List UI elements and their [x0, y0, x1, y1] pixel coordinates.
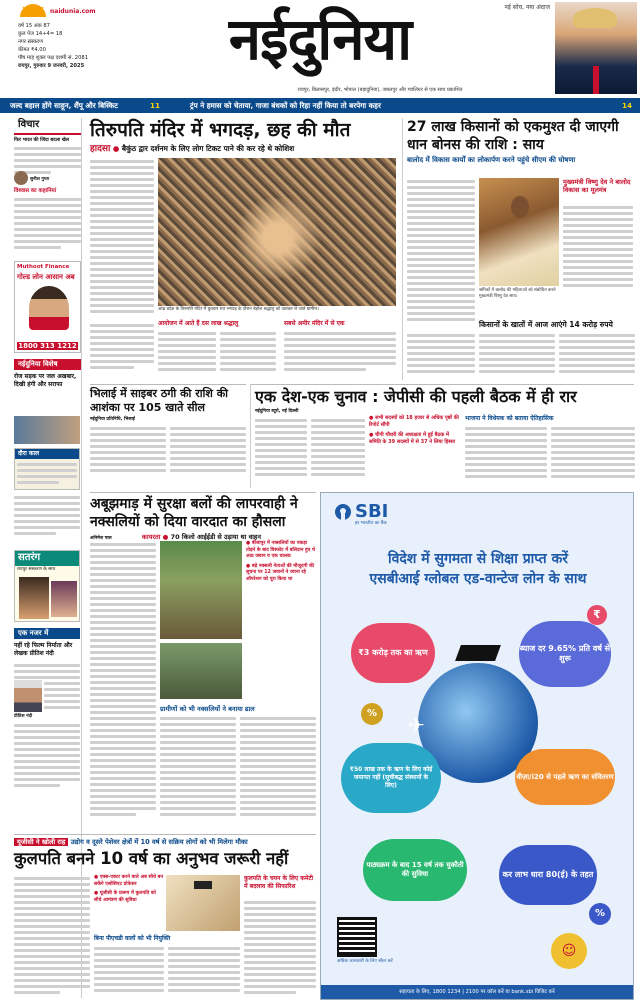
city-strip: रायपुर, बिलासपुर, इंदौर, भोपाल (बड़ादुनिया), जबलपुर और ग्वालियर से एक साथ प्रकाशित [297, 87, 463, 93]
cm-photo-caption: श्रमिकों में बालोद की महिलाओं को संबोधित करते मुख्यमंत्री विष्णु देव साय। [479, 288, 556, 299]
lead-subhead: बैकुंठ द्वार दर्शनम के लिए लोग टिकट पाने की कर रहे थे कोशिश [121, 144, 295, 153]
sbi-keyhole-icon [335, 504, 351, 520]
ticker-right[interactable]: ट्रंप ने हमास को चेताया, गाजा बंधकों को रिहा नहीं किया तो बरपेगा कहर [190, 101, 381, 110]
ticker-left-page: 11 [150, 101, 161, 110]
abujh-story [90, 492, 316, 830]
vc-story [14, 834, 316, 1000]
ticker-bar [0, 98, 640, 113]
edition-info [18, 22, 128, 70]
cyber-story [90, 384, 246, 488]
farmer-story [402, 118, 634, 380]
muthoot-text: गोल्ड लोन आसान अब [17, 273, 75, 282]
abujh-bullet: ● बड़े नक्सली नेताओं की मौजूदगी की सूचना पर 12 जवानों ने रवाना रहे ऑपरेशन को पूरा किया था [246, 563, 315, 582]
sbi-headline1: विदेश में सुगमता से शिक्षा प्राप्त करें [388, 551, 568, 567]
vichar-author: सुनील गुप्ता [30, 177, 49, 183]
vichar-head2: विश्वास का कहानियां [14, 188, 57, 195]
edition-line: रायपुर, गुरुवार 9 जनवरी, 2025 [18, 63, 85, 69]
sbi-bubble-loan: ₹3 करोड़ तक का ऋण [351, 623, 435, 683]
vc-headline[interactable]: कुलपति बनने 10 वर्ष का अनुभव जरूरी नहीं [14, 849, 289, 868]
airplane-icon: ✈ [408, 713, 425, 737]
lead-photo-overlay [218, 198, 338, 278]
masthead [0, 0, 640, 98]
farmer-second-head[interactable]: किसानों के खातों में आज आएंगे 14 करोड़ रुपये [479, 320, 613, 329]
abujh-bullet: ● बीजापुर में नक्सलियों का पकड़ा तोड़ने के बाद विस्फोट में बलिदान हुए थे आठ जवान व एक चालक [246, 541, 316, 559]
sbi-bubble-tax: कर लाभ धारा 80(ई) के तहत [499, 845, 597, 905]
abujh-bullets [246, 541, 316, 583]
vc-kicker: यूजीसी ने खोली राह [14, 838, 68, 846]
cm-photo[interactable] [479, 178, 559, 286]
vc-bullet: ● एक्स-एक्टर करने वाले अब सीधे बन सकेंगे एसोसिएट प्रोफेसर [94, 875, 164, 887]
author-photo [14, 171, 28, 185]
paper-title: नईदुनिया [228, 5, 412, 73]
vc-bullet: ● यूजीसी के प्रारूप में कुलपति को सीधे आमंत्रण की सुविधा [94, 891, 156, 903]
abujh-dateline: अनिमेश पाल [90, 536, 112, 541]
masthead-photo [555, 2, 637, 94]
lead-sub-a: आयोजन में आते हैं दस लाख श्रद्धालु [158, 320, 239, 327]
dawn-box [14, 448, 80, 490]
ek-nazar-header: एक नजर में [14, 628, 80, 639]
vishesh-header: नईदुनिया विशेष [14, 359, 81, 370]
cyber-headline[interactable]: भिलाई में साइबर ठगी की राशि की आशंका पर 105 खाते सील [90, 387, 229, 414]
bullet-dot-icon: ● [162, 533, 169, 541]
rupee-icon: ₹ [587, 605, 607, 625]
lead-photo[interactable] [158, 158, 396, 306]
website[interactable]: naidunia.com [50, 8, 96, 15]
sbi-mascot: ☺ [551, 933, 587, 969]
tagline: नई सोच, नया अंदाज [504, 4, 550, 11]
edition-line: कीमत ₹4.00 [18, 47, 46, 53]
percent-icon: % [361, 703, 383, 725]
edition-line: पौष माह शुक्ल पक्ष दशमी सं. 2081 [18, 55, 89, 61]
cm-head [511, 196, 529, 218]
sbi-footer[interactable]: सहायता के लिए, 1800 1234 | 2100 पर कॉल करें या bank.sbi विजिट करें [321, 985, 633, 999]
satrang-title: सतरंग [15, 551, 79, 566]
sbi-bubble-rate: ब्याज दर 9.65% प्रति वर्ष से शुरू [519, 621, 611, 687]
onenation-bullet: ● सभी सदस्यों को 18 हजार से अधिक पृष्ठों की रिपोर्ट सौंपी [369, 415, 459, 428]
abujh-photo-2[interactable] [160, 643, 242, 699]
satrang-box[interactable] [14, 550, 80, 622]
muthoot-brand: Muthoot Finance [17, 264, 70, 271]
lead-sub-b: सबसे अमीर मंदिर में से एक [284, 320, 345, 327]
sbi-brand: SBI [355, 501, 389, 522]
vc-illustration[interactable] [166, 875, 240, 931]
edition-line: कुल पेज 14+4= 18 [18, 31, 63, 37]
onenation-bullet: ● चीपी चौधरी की अध्यक्षता में हुई बैठक में समिति के 39 सदस्यों में से 37 ने लिया हिस्सा [369, 432, 456, 445]
vichar-intro: फिर भारत की जिंदा बदला खेल [14, 137, 70, 143]
sun-logo-icon [18, 4, 48, 18]
vc-sub-head: बिना पीएचडी वालों को भी नियुक्ति [94, 935, 171, 942]
satrang-sub: रायपुर संस्करण के साथ [17, 566, 56, 572]
onenation-side-head: भाजपा ने विधेयक को बताया ऐतिहासिक [465, 415, 554, 422]
onenation-bullets [369, 415, 461, 446]
ticker-left[interactable]: जल्द बहाल होंगे साहून, शैंपू और बिस्किट [10, 101, 118, 110]
percent-icon: % [589, 903, 611, 925]
hair-shape [573, 8, 617, 28]
abujh-subhead: 70 किलो आईईडी से उड़ाया था वाहन [170, 533, 261, 541]
sbi-headline2: एसबीआई ग्लोबल एड-वान्टेज लोन के साथ [369, 571, 587, 587]
ek-nazar-head: नहीं रहे फिल्म निर्माता और लेखक प्रीतिश नंदी [14, 642, 73, 657]
satrang-photo2 [51, 581, 77, 617]
graduate-cap-icon [194, 881, 212, 889]
abujh-sub-head: ग्रामीणों को भी नक्सलियों ने बनाया ढाल [160, 705, 255, 713]
abujh-kicker: कायरता [141, 533, 161, 541]
lead-story [90, 118, 396, 380]
abujh-photo[interactable] [160, 541, 242, 639]
vc-side-head: कुलपति के चयन के लिए कमेटी में बदलाव की सिफारिश [244, 875, 314, 890]
qr-code[interactable] [337, 917, 377, 957]
sbi-bubble-repay: पाठ्यक्रम के बाद 15 वर्ष तक चुकौती की सुविधा [363, 839, 467, 901]
vichar-header: विचार [14, 118, 81, 135]
edition-line: वर्ष 15 अंक 87 [18, 23, 50, 29]
lead-kicker: हादसा [90, 144, 111, 154]
sbi-bubble-collateral: ₹50 लाख तक के ऋण के लिए कोई जमानत नहीं (सूचीबद्ध संस्थानों के लिए) [341, 743, 441, 813]
vishesh-head: रोज सड़क पर जल अखबार, दिखी हंगी और सराफा [14, 373, 77, 389]
tie-shape [593, 66, 599, 94]
ad-model-photo [29, 286, 69, 330]
vc-strap: उद्योग व दूसरे पेशेवर क्षेत्रों में 10 वर्ष से सक्रिय लोगों को भी मिलेगा मौका [70, 838, 248, 846]
sbi-ad[interactable] [320, 492, 634, 1000]
farmer-headline[interactable]: 27 लाख किसानों को एकमुश्त दी जाएगी धान बोनस की राशि : साय [407, 119, 619, 153]
qr-label: अधिक जानकारी के लिए स्कैन करें [337, 959, 393, 964]
bullet-dot-icon: ● [112, 144, 120, 153]
dawn-title: दौरा काल [15, 449, 79, 459]
sbi-bubble-visa: वीज़ा/i20 से पहले ऋण का संवितरण [515, 749, 615, 805]
vc-bullets [94, 875, 164, 904]
ticker-right-page: 14 [622, 101, 633, 110]
sbi-brand-sub: हर भारतीय का बैंक [355, 521, 387, 526]
cyber-dateline: नईदुनिया प्रतिनिधि, भिलाई [90, 417, 135, 422]
muthoot-phone[interactable]: 1800 313 1212 [18, 341, 77, 350]
vishesh-photo [14, 416, 80, 444]
edition-line: नगर संस्करण [18, 39, 43, 45]
abujh-headline[interactable]: अबूझमाड़ में सुरक्षा बलों की लापरवाही ने नक्सलियों को दिया वारदात का हौसला [90, 496, 298, 530]
one-nation-story [250, 384, 634, 488]
nandi-photo [14, 680, 42, 712]
onenation-dateline: नईदुनिया ब्यूरो, नई दिल्ली [255, 409, 299, 414]
graduation-cap-icon [455, 645, 501, 661]
muthoot-ad[interactable] [14, 261, 81, 353]
farmer-side-head: मुख्यमंत्री विष्णु देव ने बालोद विकास का मूलमंत्र [563, 178, 631, 194]
farmer-subhead: बालोद में विकास कार्यों का लोकार्पण करने पहुंचे सीएम की घोषणा [407, 156, 576, 164]
nandi-name: प्रीतिश नंदी [14, 714, 33, 719]
lead-headline[interactable]: तिरुपति मंदिर में भगदड़, छह की मौत [90, 119, 351, 141]
lead-photo-caption: आंध्र प्रदेश के तिरुपति मंदिर में बुधवार रात भगदड़ के दौरान बेहोश श्रद्धालु को उठाकर ले जाते ग्रामीण। [158, 307, 320, 312]
onenation-headline[interactable]: एक देश-एक चुनाव : जेपीसी की पहली बैठक में ही रार [255, 387, 577, 406]
satrang-photo [19, 577, 49, 619]
